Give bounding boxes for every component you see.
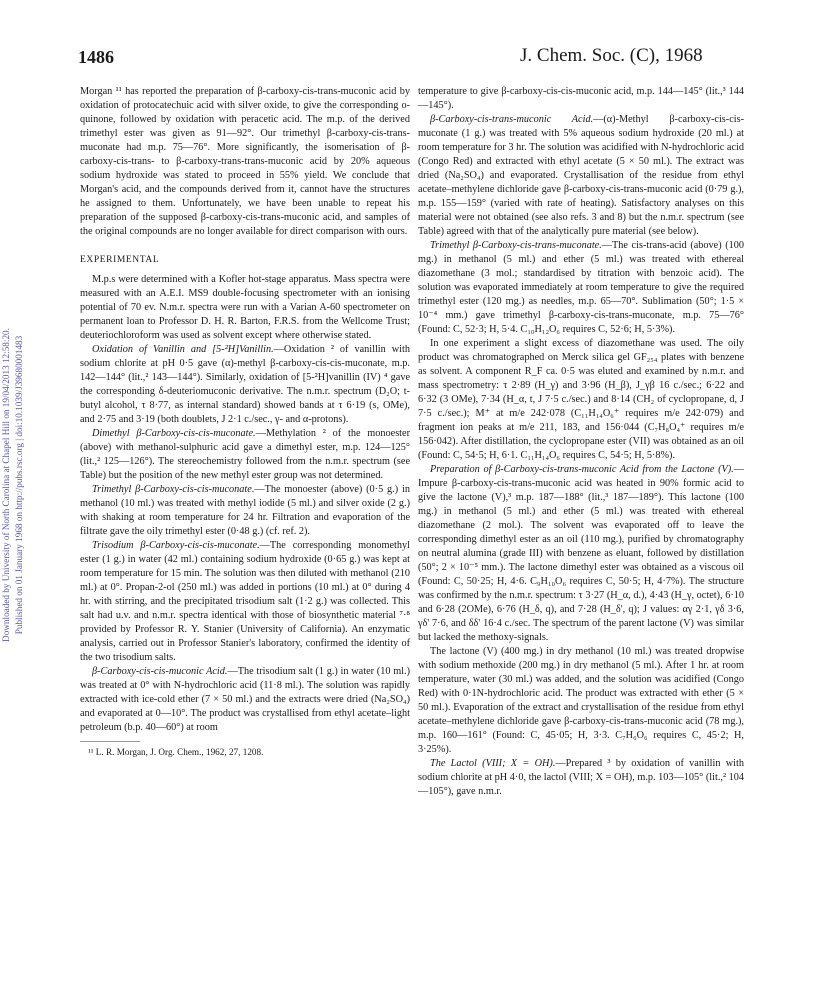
oxidation-paragraph bbox=[80, 343, 410, 427]
trisodium-heading: Trisodium β-Carboxy-cis-cis-muconate. bbox=[92, 540, 260, 551]
trimethyl-cis-trans-text: —The cis-trans-acid (above) (100 mg.) in methanol (5 ml.) and ether (5 ml.) was treated with ethereal diazomethane (3 mol.; standardised by titration with benzoic acid). The solution was evaporated immediately at room temperature to give the required trimethyl ester (120 mg.) as needles, m.p. 65—70°. Sublimation (50°; 1·5 × 10⁻⁴ mm.) gave trimethyl β-carboxy-cis-trans-muconate, m.p. 75—76° (Found: C, 52·3; H, 5·4. C₁₀H₁₂O₆ requires C, 52·6; H, 5·3%). bbox=[418, 240, 744, 335]
cis-cis-acid-text: —The trisodium salt (1 g.) in water (10 ml.) was treated at 0° with N-hydrochloric acid (11·8 ml.). The solution was rapidly extracted with ice-cold ether (7 × 50 ml.) and the extracts were dried (Na₂SO₄) and evaporated at 0—10°. The product was crystallised from ethyl acetate–light petroleum (b.p. 40—60°) at room bbox=[80, 666, 411, 733]
cis-trans-acid-heading: β-Carboxy-cis-trans-muconic Acid. bbox=[430, 114, 594, 125]
cis-cis-acid-heading: β-Carboxy-cis-cis-muconic Acid. bbox=[92, 666, 228, 677]
trisodium-paragraph bbox=[80, 539, 410, 665]
continued-paragraph: temperature to give β-carboxy-cis-cis-muconic acid, m.p. 144—145° (lit.,³ 144—145°). bbox=[418, 86, 744, 111]
trimethyl-cis-trans-paragraph bbox=[418, 239, 744, 337]
journal-title: J. Chem. Soc. (C), 1968 bbox=[520, 45, 703, 66]
cyclopropane-paragraph: In one experiment a slight excess of diazomethane was used. The oily product was chromatographed on Merck silica gel GF₂₅₄ plates with benzene as solvent. A component R_F ca. 0·5 was eluted and examined by n.m.r. and mass spectrometry: τ 2·89 (H_γ) and 3·96 (H_β), J_γβ 16 c./sec.; 6·22 and 6·32 (3 OMe), 7·34 (H_α, t, J 7·5 c./sec.) and 8·14 (CH₂ of cyclopropane, d, J 7·5 c./sec.); M⁺ at m/e 242·078 (C₁₁H₁₄O₆⁺ requires m/e 242·079) and fragment ion peaks at m/e 211, 183, and 156·044 (C₇H₈O₄⁺ requires m/e 156·042). After distillation, the cyclopropane ester (VII) was obtained as an oil (Found: C, 54·5; H, 6·1. C₁₁H₁₄O₆ requires C, 54·5; H, 5·8%). bbox=[418, 338, 744, 461]
oxidation-text: —Oxidation ² of vanillin with sodium chlorite at pH 0·5 gave (α)-methyl β-carboxy-cis-cis-muconate, m.p. 142—144° (lit.,² 143—144°). Similarly, oxidation of [5-²H]vanillin (IV) ⁴ gave the corresponding δ-deuteriomuconic derivative. The n.m.r. spectrum (D₂O; t-butyl alcohol, τ 8·77, as internal standard) showed bands at τ 6·19 (s, OMe), and 2·75 and 3·19 (both doublets, J 2·1 c./sec., γ- and α-protons). bbox=[80, 344, 410, 425]
trimethyl-text: —The monoester (above) (0·5 g.) in methanol (10 ml.) was treated with methyl iodide (5 ml.) and silver oxide (2 g.) with shaking at room temperature for 24 hr. Filtration and evaporation of the filtrate gave the oily trimethyl ester (0·48 g.) (cf. ref. 2). bbox=[80, 484, 410, 537]
right-column bbox=[418, 85, 744, 799]
download-line[interactable]: Downloaded by University of North Carolina at Chapel Hill on 19/04/2013 12:58:20. bbox=[1, 328, 11, 642]
cis-trans-acid-paragraph bbox=[418, 113, 744, 239]
section-heading-experimental: EXPERIMENTAL bbox=[80, 255, 160, 265]
lactol-heading: The Lactol (VIII; X = OH). bbox=[430, 758, 556, 769]
dimethyl-paragraph bbox=[80, 427, 410, 483]
page-number: 1486 bbox=[78, 47, 114, 67]
lactone-heading: Preparation of β-Carboxy-cis-trans-muconic Acid from the Lactone (V). bbox=[430, 464, 734, 475]
download-provenance-note bbox=[0, 225, 30, 745]
lactol-text: —Prepared ³ by oxidation of vanillin with sodium chlorite at pH 4·0, the lactol (VIII; X = OH), m.p. 103—105° (lit.,² 104—105°), gave n.m.r. bbox=[418, 758, 745, 797]
trimethyl-paragraph bbox=[80, 483, 410, 539]
lactone-paragraph bbox=[418, 463, 744, 645]
trimethyl-cis-trans-heading: Trimethyl β-Carboxy-cis-trans-muconate. bbox=[430, 240, 602, 251]
oxidation-heading: Oxidation of Vanillin and [5-²H]Vanillin. bbox=[92, 344, 274, 355]
trisodium-text: —The corresponding monomethyl ester (1 g.) in water (42 ml.) containing sodium hydroxide (0·65 g.) was kept at room temperature for 15 min. The solution was then diluted with methanol (210 ml.) at 0°. Propan-2-ol (250 ml.) was added in portions (10 ml.) at 0° during 4 hr. with stirring, and the precipitated trisodium salt (1·2 g.) was collected. This salt had u.v. and n.m.r. spectra identical with those of biosynthetic material ⁷·⁸ provided by Professor R. Y. Stanier (University of California). An enzymatic analysis, carried out in Professor Stanier's laboratory, confirmed the identity of the two trisodium salts. bbox=[80, 540, 410, 663]
lactol-paragraph bbox=[418, 757, 744, 799]
experimental-general-paragraph: M.p.s were determined with a Kofler hot-stage apparatus. Mass spectra were measured with an A.E.I. MS9 double-focusing spectrometer with an ionising potential of 70 ev. N.m.r. spectra were run with a Varian A-60 spectrometer on permanent loan to Professor D. H. R. Barton, F.R.S. from the Wellcome Trust; deuteriochloroform was used as solvent except where otherwise stated. bbox=[80, 274, 410, 341]
dimethyl-text: —Methylation ² of the monoester (above) with methanol-sulphuric acid gave a dimethyl ester, m.p. 124—125° (lit.,² 125—126°). The stereochemistry followed from the n.m.r. spectrum (see Table) but the position of the new methyl ester group was not determined. bbox=[80, 428, 410, 481]
cis-trans-acid-text: —(α)-Methyl β-carboxy-cis-cis-muconate (1 g.) was treated with 5% aqueous sodium hydroxide (20 ml.) at room temperature for 3 hr. The solution was acidified with N-hydrochloric acid (Congo Red) and extracted with ethyl acetate (5 × 50 ml.). The extract was dried (Na₂SO₄) and evaporated. Crystallisation of the residue from ethyl acetate–methylene dichloride gave β-carboxy-cis-trans-muconic acid (0·79 g.), m.p. 155—159° (varied with rate of heating). Satisfactory analyses on this material were not obtained (see also refs. 3 and 8) but the n.m.r. spectrum (see Table) agreed with that of the analytically pure material (see below). bbox=[418, 114, 744, 237]
left-column bbox=[80, 85, 410, 758]
trimethyl-heading: Trimethyl β-Carboxy-cis-cis-muconate. bbox=[92, 484, 255, 495]
intro-paragraph: Morgan ¹¹ has reported the preparation of β-carboxy-cis-trans-muconic acid by oxidation of protocatechuic acid with silver oxide, to give the corresponding o-quinone, followed by oxidation with peracetic acid. The m.p. of the derived trimethyl ester was given as 91—92°. Our trimethyl β-carboxy-cis-trans-muconate had m.p. 75—76°. More significantly, the isomerisation of β-carboxy-cis-trans- to β-carboxy-trans-trans-muconic acid by 20% aqueous sodium hydroxide was stated to proceed in 55% yield. We conclude that Morgan's acid, and the compounds derived from it, cannot have the structures he assigned to them. Unfortunately, we have been unable to repeat his preparation of the supposed β-carboxy-cis-trans-muconic acid, and samples of the original compounds are no longer available for direct comparison with ours. bbox=[80, 86, 410, 237]
cis-cis-acid-paragraph bbox=[80, 665, 410, 735]
footnote-divider bbox=[80, 741, 140, 742]
footnote-11: ¹¹ L. R. Morgan, J. Org. Chem., 1962, 27, 1208. bbox=[88, 747, 264, 757]
lactone-text: —Impure β-carboxy-cis-trans-muconic acid was heated in 90% formic acid to give the lactone (V),³ m.p. 187—188° (lit.,³ 187—189°). This lactone (100 mg.) in methanol (5 ml.) and ether (5 ml.) was treated with ethereal diazomethane (2 mol.). The solvent was evaporated off to leave the corresponding dimethyl ester as an oil (110 mg.), purified by chromatography on neutral alumina (grade III) with benzene as eluant, followed by distillation (50°; 2 × 10⁻⁵ mm.). The lactone dimethyl ester was obtained as a viscous oil (Found: C, 50·25; H, 4·6. C₉H₁₀O₆ requires C, 50·5; H, 4·7%). The structure was confirmed by the n.m.r. spectrum: τ 3·27 (H_α, d.), 4·43 (H_γ, octet), 6·10 and 6·28 (2OMe), 6·76 (H_δ, q), and 7·28 (H_δ', q); J values: αγ 2·1, γδ 3·6, γδ' 7·6, and δδ' 16·4 c./sec. The spectrum of the parent lactone (V) was similar but lacked the methoxy-signals. bbox=[418, 464, 744, 643]
lactone-methoxide-paragraph: The lactone (V) (400 mg.) in dry methanol (10 ml.) was treated dropwise with sodium methoxide (200 mg.) in dry methanol (5 ml.). After 1 hr. at room temperature, water (30 ml.) was added, and the solution was acidified (Congo Red) with 0·1N-hydrochloric acid. The product was extracted with ether (5 × 50 ml.). Evaporation of the extract and crystallisation of the residue from ethyl acetate–methylene dichloride gave β-carboxy-cis-trans-muconic acid (78 mg.), m.p. 160—161° (Found: C, 45·05; H, 3·3. C₇H₆O₆ requires C, 45·2; H, 3·25%). bbox=[418, 646, 744, 755]
publication-line[interactable]: Published on 01 January 1968 on http://pubs.rsc.org | doi:10.1039/J39680001483 bbox=[14, 335, 24, 635]
dimethyl-heading: Dimethyl β-Carboxy-cis-cis-muconate. bbox=[92, 428, 256, 439]
